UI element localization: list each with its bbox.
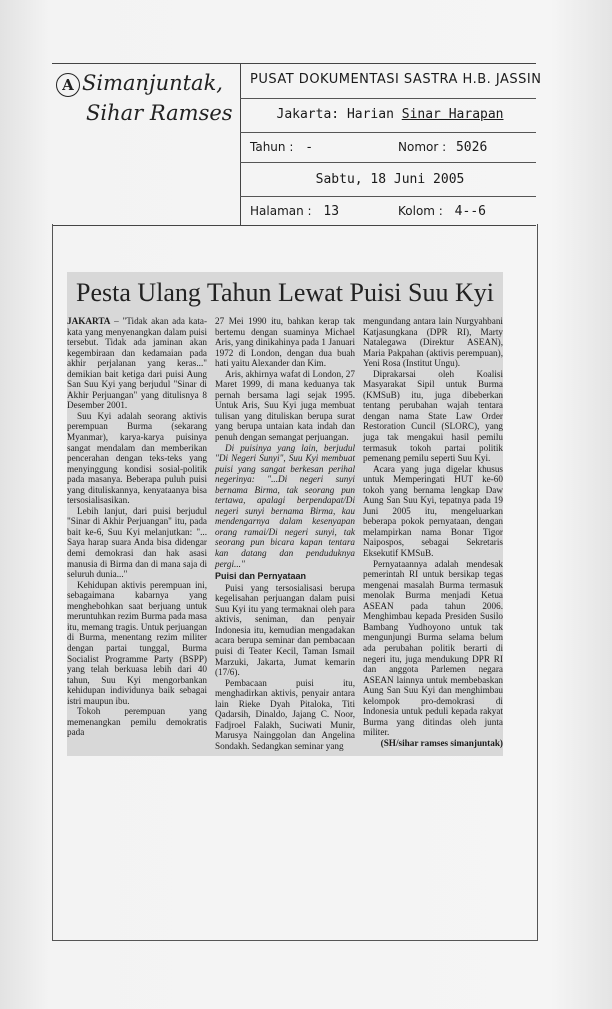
article-paragraph: Aris, akhirnya wafat di London, 27 Maret 1999, di mana keduanya tak pernah bersama lagi sejak 1995. Untuk Aris, Suu Kyi juga membuat tulisan yang dituliskan berupa surat yang berupa untaian kata indah dan penuh dengan semangat perjuangan.: [215, 368, 355, 443]
article-headline: Pesta Ulang Tahun Lewat Puisi Suu Kyi: [75, 278, 494, 307]
article-byline: (SH/sihar ramses simanjuntak): [380, 737, 503, 748]
author-letter-badge: A: [56, 73, 80, 97]
article-paragraph: Kehidupan aktivis perempuan ini, sebagaimana kabarnya yang menghebohkan saat berjuang untuk meruntuhkan rezim Burma pada masa itu, memang tragis. Untuk perjuangan di Burma, menentang rezim militer dengan partai tunggal, Burma Socialist Programme Party (BSPP) yang telah berkuasa lebih dari 40 tahun, Suu Kyi mengorbankan kehidupan individunya baik sebagai istri maupun ibu.: [67, 579, 207, 706]
header-rule: [240, 98, 536, 99]
page-field: [250, 204, 339, 219]
source-paper-name: Sinar Harapan: [401, 107, 504, 122]
author-surname: Simanjuntak,: [82, 71, 223, 95]
article-paragraph: Pernyataannya adalah mendesak pemerintah RI untuk bersikap tegas mengenai masalah Burma termasuk menolak Burma menjadi Ketua ASEAN pada tahun 2006. Menghimbau kepada Presiden Susilo Bambang Yudhoyono untuk tak mengunjungi Burma selama belum ada perubahan politik berarti di negeri itu, juga mendukung DPR RI dan anggota Parlemen negara ASEAN lainnya untuk membebaskan Aung San Suu Kyi dan menghimbau kelompok pro-demokrasi di Indonesia untuk peduli kepada rakyat Burma yang ditindas oleh junta militer.: [363, 558, 503, 738]
newspaper-clipping: [67, 272, 503, 756]
archive-header: [52, 63, 542, 226]
article-paragraph: mengundang antara lain Nurgyahbani Katjasungkana (DPR RI), Marty Natalegawa (Direktur ASEAN), Maria Pakpahan (aktivis perempuan), Yeni Rosa (Institut Ungu).: [363, 316, 503, 369]
article-paragraph: 27 Mei 1990 itu, bahkan kerap tak bertemu dengan suaminya Michael Aris, yang dinikahinya pada 1 Januari 1972 di London, dengan dua buah hati yaitu Alexander dan Kim.: [215, 316, 355, 369]
source-paper-prefix: Harian: [346, 107, 394, 122]
article-paragraph: Suu Kyi adalah seorang aktivis perempuan Burma (sekarang Myanmar), karya-karya puisinya sangat mendalam dan memberikan pencerahan dengan teks-teks yang menyinggung kondisi sosial-politik pada masanya. Beberapa puluh puisi yang dituliskannya, kenyataanya bisa tersosialisasikan.: [67, 410, 207, 506]
source-city: Jakarta:: [276, 107, 340, 122]
column-label: Kolom :: [398, 204, 443, 218]
article-column-1: [67, 316, 207, 738]
article-paragraph: Lebih lanjut, dari puisi berjudul "Sinar di Akhir Perjuangan" itu, pada bait ke-6, Suu Kyi melanjutkan: "... Saya harap suara Anda bisa didengar demi demokrasi dan hak asasi manusia di Birma dan di mana saja di seluruh dunia...": [67, 505, 207, 580]
source-line: [250, 107, 530, 122]
article-paragraph: [67, 316, 207, 411]
header-rule: [240, 162, 536, 163]
article-paragraph: Pembacaan puisi itu, menghadirkan aktivis, penyair antara lain Rieke Dyah Pitaloka, Titi Qadarsih, Dinaldo, Jajang C. Noor, Fadjroel Falakh, Suciwati Munir, Marusya Nainggolan dan Angelina Sondakh. Sedangkan seminar yang: [215, 677, 355, 751]
column-value: 4--6: [454, 204, 486, 219]
year-label: Tahun :: [250, 140, 294, 154]
year-field: [250, 140, 313, 155]
archive-org-name: PUSAT DOKUMENTASI SASTRA H.B. JASSIN: [250, 72, 542, 87]
article-text: – "Tidak akan ada kata-kata yang menyenangkan dalam puisi tersebut. Tidak ada jaminan akan kegembiraan dan kedamaian pada akhir perjalanan yang keras..." demikian bait ketiga dari puisi Aung San Suu Kyi yang berjudul "Sinar di Akhir Perjuangan" yang ditulisnya 8 Desember 2001.: [67, 316, 208, 411]
article-paragraph: Puisi yang tersosialisasi berupa kegelisahan perjuangan dalam puisi Suu Kyi itu yang termaknai oleh para aktivis, seniman, dan penyair Indonesia itu, kemudian mengadakan acara berupa seminar dan pembacaan puisi di Teater Kecil, Taman Ismail Marzuki, Jakarta, Jumat kemarin (17/6).: [215, 582, 355, 678]
article-paragraph: Acara yang juga digelar khusus untuk Memperingati HUT ke-60 tokoh yang bernama lengkap Daw Aung San Suu Kyi, tepatnya pada 19 Juni 2005 itu, mengeluarkan beberapa pokok pernyataan, dengan melampirkan nama Bonar Tigor Naipospos, sebagai Sekretaris Eksekutif KMSuB.: [363, 463, 503, 559]
article-paragraph: Tokoh perempuan yang memenangkan pemilu demokratis pada: [67, 706, 207, 738]
page-value: 13: [323, 204, 340, 219]
header-divider: [240, 64, 241, 225]
page-label: Halaman :: [250, 204, 312, 218]
article-column-3: [363, 316, 503, 748]
publication-date: [250, 172, 530, 187]
article-column-2: [215, 316, 355, 751]
year-value: -: [305, 140, 314, 155]
column-field: [398, 204, 486, 219]
number-label: Nomor :: [398, 140, 447, 154]
author-given-name: Sihar Ramses: [86, 101, 233, 125]
article-subheading: Puisi dan Pernyataan: [215, 571, 307, 582]
article-paragraph: Diprakarsai oleh Koalisi Masyarakat Sipil untuk Burma (KMSuB) itu, juga dibeberkan tentang perubahan wajah tentara dengan nama State Law Order Restoration Cuncil (SLORC), yang juga tak mengakui hasil pemilu termasuk tokoh partai politik pemenang pemilu seperti Suu Kyi.: [363, 368, 503, 464]
header-rule: [240, 132, 536, 133]
header-rule: [240, 196, 536, 197]
publication-date-text: Sabtu, 18 Juni 2005: [315, 172, 465, 187]
article-paragraph: Di puisinya yang lain, berjudul "Di Negeri Sunyi", Suu Kyi membuat puisi yang sangat berkesan perihal negerinya: "...Di negeri sunyi bernama Birma, tak seorang pun tertawa, apalagi berpendapat/Di negeri sunyi bernama Birma, kau mendengarnya dalam kesenyapan orang ramai/Di negeri sunyi, tak seorang pun bicara kapan tentara kan datang dan penduduknya pergi...": [215, 442, 355, 569]
article-dateline: JAKARTA: [67, 316, 111, 326]
number-value: 5026: [455, 140, 488, 155]
number-field: [398, 140, 487, 155]
